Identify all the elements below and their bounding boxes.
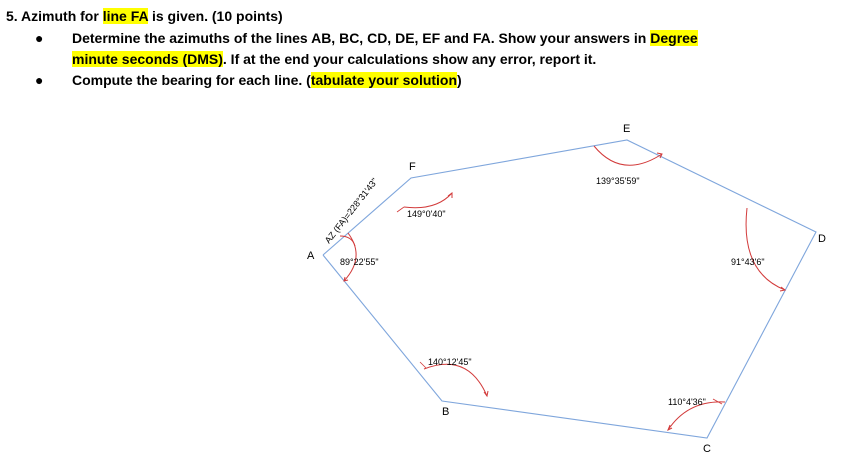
title-suffix: is given. (10 points) xyxy=(148,8,283,24)
bullet-dot-icon: ● xyxy=(35,30,44,46)
angle-a-label: 89°22'55" xyxy=(340,257,379,267)
point-a-label: A xyxy=(307,250,315,262)
angle-arc-e xyxy=(594,146,662,165)
bullet-2-after: ) xyxy=(457,72,462,88)
point-b-label: B xyxy=(442,406,450,418)
bullet-1-text: Determine the azimuths of the lines AB, BC, CD, DE, EF and FA. Show your answers in xyxy=(72,30,651,46)
title-highlight: line FA xyxy=(102,8,149,24)
point-e-label: E xyxy=(623,123,631,135)
angle-c-label: 110°4'36" xyxy=(668,397,706,407)
angle-arc-d xyxy=(746,208,785,290)
azimuth-fa-label: AZ (FA)=228°31'43" xyxy=(322,176,380,246)
leader-f xyxy=(397,207,404,212)
title-prefix: 5. Azimuth for xyxy=(6,8,103,24)
angle-arc-f xyxy=(404,193,452,208)
bullet-1-highlight-2: minute seconds (DMS) xyxy=(72,51,223,67)
point-d-label: D xyxy=(818,233,826,245)
bullet-1-text-2: . If at the end your calculations show any error, report it. xyxy=(222,51,597,67)
traverse-polygon xyxy=(323,140,816,438)
point-c-label: C xyxy=(703,443,711,455)
bullet-2-text: Compute the bearing for each line. ( xyxy=(72,72,311,88)
leader-b xyxy=(420,362,426,368)
angle-f-label: 149°0'40" xyxy=(407,209,446,219)
bullet-2-highlight: tabulate your solution xyxy=(310,72,458,88)
bullet-dot-icon: ● xyxy=(35,72,44,88)
bullet-1-highlight: Degree xyxy=(650,30,698,46)
point-f-label: F xyxy=(409,161,416,173)
angle-b-label: 140°12'45" xyxy=(428,357,472,367)
angle-e-label: 139°35'59" xyxy=(596,176,640,186)
angle-d-label: 91°43'6" xyxy=(731,257,765,267)
